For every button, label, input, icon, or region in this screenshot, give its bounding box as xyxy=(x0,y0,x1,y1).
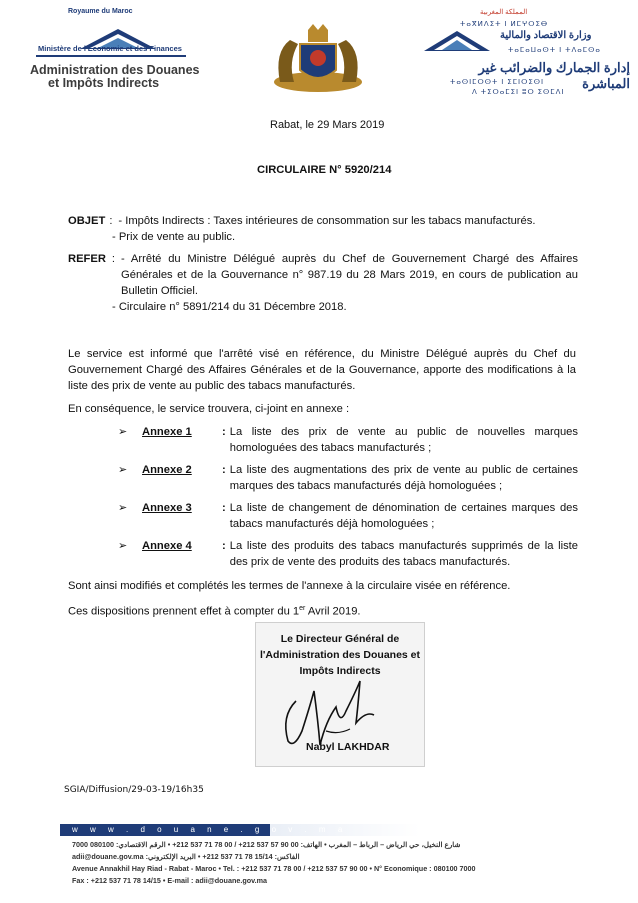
list-item xyxy=(118,424,578,456)
administration-label-fr xyxy=(30,64,230,90)
objet-label: OBJET xyxy=(68,215,106,227)
header-divider xyxy=(36,55,186,57)
list-item xyxy=(118,500,578,532)
annex-list xyxy=(118,424,578,576)
administration-line2: et Impôts Indirects xyxy=(48,76,160,90)
consequence-paragraph: En conséquence, le service trouvera, ci-joint en annexe : xyxy=(68,403,350,415)
footer-contact xyxy=(72,839,512,887)
effective-text-start: Ces dispositions prennent effet à compter du 1 xyxy=(68,605,300,618)
circular-title: CIRCULAIRE N° 5920/214 xyxy=(257,164,392,176)
footer-fr-line1: Avenue Annakhil Hay Riad - Rabat - Maroc • Tel. : +212 537 71 78 00 / +212 537 57 90 00 • N° Economique : 080100 7000 xyxy=(72,864,476,873)
annex-label: Annexe 4 xyxy=(142,540,192,552)
annex-text: La liste des augmentations des prix de vente au public de certaines marques des tabacs manufacturés déjà homologuées ; xyxy=(229,464,578,492)
footer-ar-line2: الفاكس: 15/14 78 71 537 212+ • البريد الإلكتروني: adii@douane.gov.ma xyxy=(72,852,300,861)
refer-separator: : xyxy=(111,253,116,265)
refer-line1: - Arrêté du Ministre Délégué auprès du Chef de Gouvernement Chargé des Affaires Générales et de la Gouvernance n° 987.19 du 28 Mars 2019, en cours de publication au Bulletin Officiel. xyxy=(121,253,578,297)
objet-line2: - Prix de vente au public. xyxy=(112,231,236,243)
modification-paragraph: Sont ainsi modifiés et complétés les termes de l'annexe à la circulaire visée en référence. xyxy=(68,580,511,592)
intro-paragraph: Le service est informé que l'arrêté visé en référence, du Ministre Délégué auprès du Chef du Gouvernement Chargé des Affaires Générales et de la Gouvernance, apporte des modifications à la liste des prix de vente au public des tabacs manufacturés. xyxy=(68,348,576,392)
annex-colon: : xyxy=(222,464,226,476)
refer-label: REFER xyxy=(68,253,106,265)
document-date: Rabat, le 29 Mars 2019 xyxy=(270,119,385,131)
effective-date-paragraph xyxy=(68,601,576,620)
administration-label-tifinagh-2: ⴷ ⵜⵉⵔⴰⵎⵉⵏ ⵓⵔ ⵉⵙⵎⴷⵏ xyxy=(472,89,565,96)
objet-line1: - Impôts Indirects : Taxes intérieures de consommation sur les tabacs manufacturés. xyxy=(118,215,536,227)
signatory-name: Nabyl LAKHDAR xyxy=(306,741,390,753)
administration-label-ar: إدارة الجمارك والضرائب غير المباشرة xyxy=(478,60,630,91)
annex-text: La liste des produits des tabacs manufacturés supprimés de la liste des prix de vente des produits des tabacs manufacturés. xyxy=(229,540,578,568)
footer-website-link[interactable]: w w w . d o u a n e . g o v . m a xyxy=(72,825,348,834)
diffusion-reference: SGIA/Diffusion/29-03-19/16h35 xyxy=(64,785,204,795)
annex-text: La liste des prix de vente au public de nouvelles marques homologuées des tabacs manufacturés ; xyxy=(229,426,578,454)
annex-colon: : xyxy=(222,540,226,552)
annex-label: Annexe 3 xyxy=(142,502,192,514)
administration-label-tifinagh-1: ⵜⴰⵙⵏⵎⵔⵙⵜ ⵏ ⵉⵎⵏⵔⵉⵙⵏ xyxy=(450,79,545,86)
ministry-label-ar: وزارة الاقتصاد والمالية xyxy=(500,30,592,41)
kingdom-label-ar: المملكة المغربية xyxy=(480,9,528,16)
effective-text-end: Avril 2019. xyxy=(305,605,361,618)
annex-label: Annexe 1 xyxy=(142,426,192,438)
kingdom-label-tifinagh: ⵜⴰⴳⵍⴷⵉⵜ ⵏ ⵍⵎⵖⵔⵉⴱ xyxy=(460,21,549,28)
list-item xyxy=(118,462,578,494)
annex-colon: : xyxy=(222,426,226,438)
ministry-label-fr: Ministère de l'Économie et des Finances xyxy=(38,44,182,53)
effective-text-sup: er xyxy=(299,605,306,612)
annex-label: Annexe 2 xyxy=(142,464,192,476)
arrow-bullet-icon: ➢ xyxy=(118,464,128,476)
arrow-bullet-icon: ➢ xyxy=(118,502,128,514)
signature-block xyxy=(255,622,425,767)
signatory-title: Le Directeur Général de l'Administration des Douanes et Impôts Indirects xyxy=(259,633,421,677)
footer-ar-line1: شارع النخيل، حي الرياض – الرباط – المغرب • الهاتف: 00 90 57 537 212+ / 00 78 71 537 212+ • الرقم الاقتصادي: 080100 7000 xyxy=(72,840,461,849)
objet-separator: : xyxy=(109,215,113,227)
footer-fr-line2: Fax : +212 537 71 78 14/15 • E-mail : adii@douane.gov.ma xyxy=(72,876,267,885)
arrow-bullet-icon: ➢ xyxy=(118,426,128,438)
handwritten-signature-icon xyxy=(276,671,386,751)
douane-emblem-icon xyxy=(422,30,492,52)
royal-coat-of-arms-icon xyxy=(270,22,366,102)
list-item xyxy=(118,538,578,570)
arrow-bullet-icon: ➢ xyxy=(118,540,128,552)
subject-reference-block xyxy=(68,213,588,315)
annex-text: La liste de changement de dénomination de certaines marques des tabacs manufacturés déjà homologuées ; xyxy=(229,502,578,530)
ministry-label-tifinagh: ⵜⴰⵎⴰⵡⴰⵙⵜ ⵏ ⵜⴷⴰⵎⵙⴰ xyxy=(508,47,601,54)
administration-line1: Administration des Douanes xyxy=(30,63,200,77)
kingdom-label-fr: Royaume du Maroc xyxy=(68,8,133,15)
annex-colon: : xyxy=(222,502,226,514)
refer-line2: - Circulaire n° 5891/214 du 31 Décembre 2018. xyxy=(112,301,347,313)
